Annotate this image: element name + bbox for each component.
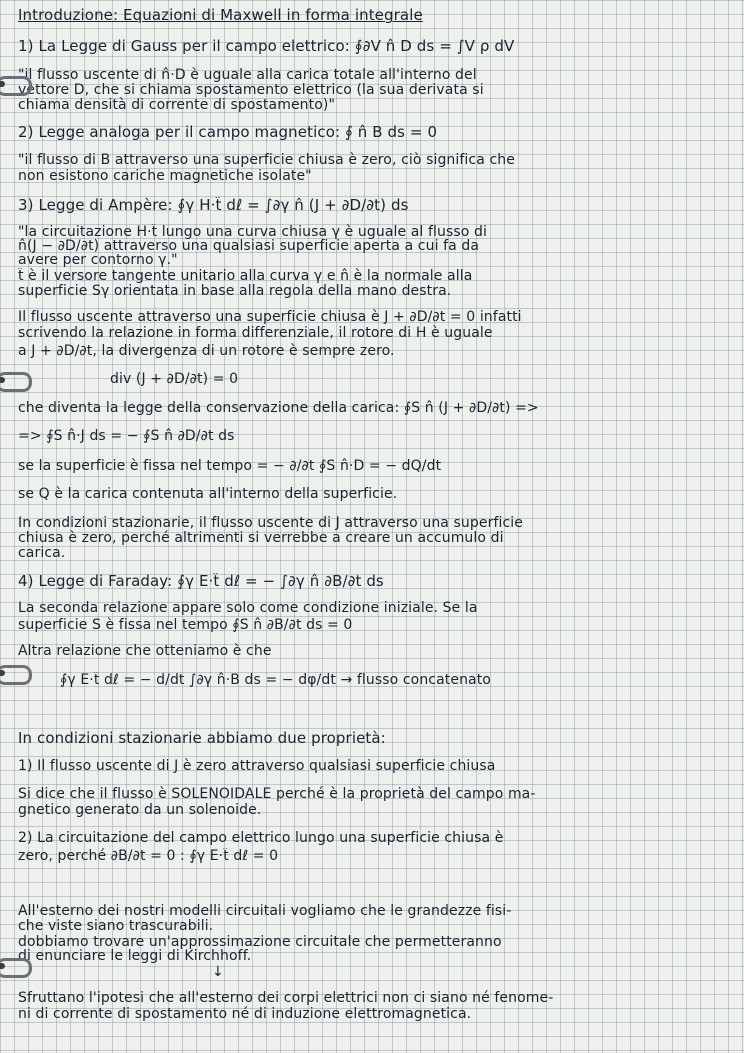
binder-ring [0, 665, 32, 685]
text-line: zero, perché ∂B/∂t = 0 : ∮γ E·t̂ dℓ = 0 [18, 848, 279, 864]
text-line: carica. [18, 545, 66, 561]
magnetic-gauss-heading: 2) Legge analoga per il campo magnetico: ∮ n̂ B ds = 0 [18, 124, 438, 140]
down-arrow-icon: ↓ [212, 964, 224, 980]
text-line: superficie S è fissa nel tempo ∮S n̂ ∂B/∂t ds = 0 [18, 617, 353, 633]
faraday-equation: ∮γ E·t̂ dℓ = − d/dt ∫∂γ n̂·B ds = − dφ/dt → flusso concatenato [60, 672, 491, 688]
text-line: se la superficie è fissa nel tempo = − ∂/∂t ∮S n̂·D = − dQ/dt [18, 458, 442, 474]
text-line: t̂ è il versore tangente unitario alla curva γ e n̂ è la normale alla [18, 268, 473, 284]
text-line: scrivendo la relazione in forma differenziale, il rotore di H è uguale [18, 325, 493, 341]
text-line: gnetico generato da un solenoide. [18, 802, 262, 818]
text-line: "il flusso uscente di n̂·D è uguale alla carica totale all'interno del [18, 67, 477, 83]
text-line: All'esterno dei nostri modelli circuitali vogliamo che le grandezze fisi- [18, 903, 512, 919]
text-line: a J + ∂D/∂t, la divergenza di un rotore è sempre zero. [18, 343, 395, 359]
page-title: Introduzione: Equazioni di Maxwell in forma integrale [18, 7, 423, 23]
text-line: avere per contorno γ." [18, 252, 178, 268]
text-line: chiama densità di corrente di spostamento)" [18, 97, 335, 113]
text-line: di enunciare le leggi di Kirchhoff. [18, 948, 252, 964]
text-line: che viste siano trascurabili. [18, 918, 214, 934]
binder-ring [0, 76, 32, 96]
stationary-heading: In condizioni stazionarie abbiamo due proprietà: [18, 730, 386, 746]
text-line: dobbiamo trovare un'approssimazione circuitale che permetteranno [18, 934, 502, 950]
text-line: ni di corrente di spostamento né di induzione elettromagnetica. [18, 1006, 472, 1022]
text-line: In condizioni stazionarie, il flusso uscente di J attraverso una superficie [18, 515, 523, 531]
faraday-law-heading: 4) Legge di Faraday: ∮γ E·t̂ dℓ = − ∫∂γ n̂ ∂B/∂t ds [18, 573, 384, 589]
text-line: non esistono cariche magnetiche isolate" [18, 168, 312, 184]
text-line: Altra relazione che otteniamo è che [18, 643, 272, 659]
text-line: Si dice che il flusso è SOLENOIDALE perché è la proprietà del campo ma- [18, 786, 536, 802]
text-line: Il flusso uscente attraverso una superficie chiusa è J + ∂D/∂t = 0 infatti [18, 309, 522, 325]
gauss-law-heading: 1) La Legge di Gauss per il campo elettrico: ∮∂V n̂ D ds = ∫V ρ dV [18, 38, 515, 54]
divergence-equation: div (J + ∂D/∂t) = 0 [110, 371, 239, 387]
text-line: se Q è la carica contenuta all'interno della superficie. [18, 486, 398, 502]
text-line: "la circuitazione H·t̂ lungo una curva chiusa γ è uguale al flusso di [18, 224, 487, 240]
text-line: 2) La circuitazione del campo elettrico lungo una superficie chiusa è [18, 830, 504, 846]
text-line: che diventa la legge della conservazione della carica: ∮S n̂ (J + ∂D/∂t) => [18, 400, 539, 416]
text-line: => ∮S n̂·J ds = − ∮S n̂ ∂D/∂t ds [18, 428, 235, 444]
text-line: La seconda relazione appare solo come condizione iniziale. Se la [18, 600, 478, 616]
ampere-law-heading: 3) Legge di Ampère: ∮γ H·t̂ dℓ = ∫∂γ n̂ (J + ∂D/∂t) ds [18, 197, 409, 213]
text-line: superficie Sγ orientata in base alla regola della mano destra. [18, 283, 452, 299]
text-line: "il flusso di B attraverso una superficie chiusa è zero, ciò significa che [18, 152, 515, 168]
text-line: Sfruttano l'ipotesi che all'esterno dei corpi elettrici non ci siano né fenome- [18, 990, 554, 1006]
binder-ring [0, 372, 32, 392]
binder-ring [0, 958, 32, 978]
text-line: chiusa è zero, perché altrimenti si verrebbe a creare un accumulo di [18, 530, 504, 546]
text-line: 1) Il flusso uscente di J è zero attraverso qualsiasi superficie chiusa [18, 758, 496, 774]
text-line: vettore D, che si chiama spostamento elettrico (la sua derivata si [18, 82, 484, 98]
text-line: n̂(J − ∂D/∂t) attraverso una qualsiasi superficie aperta a cui fa da [18, 238, 480, 254]
